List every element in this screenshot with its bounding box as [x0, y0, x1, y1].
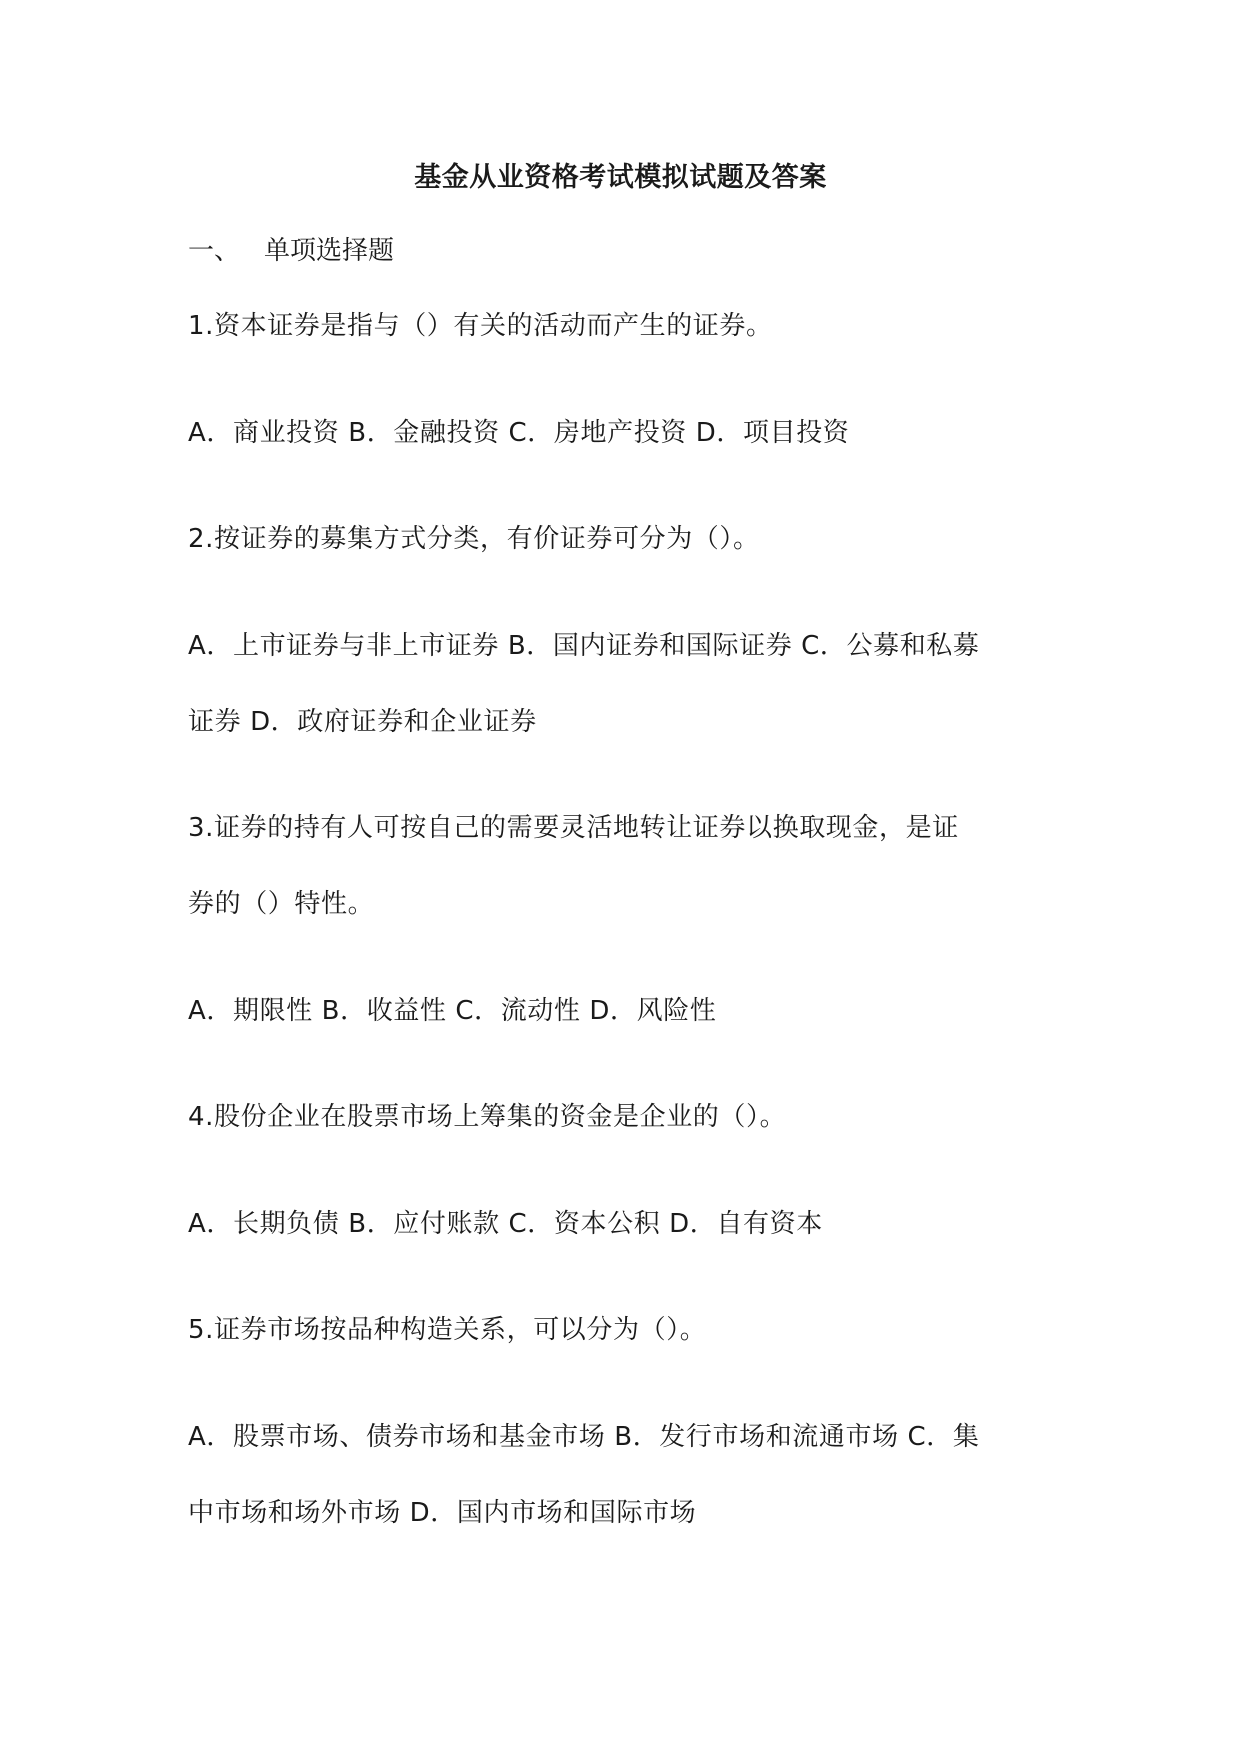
question-3-options: A．期限性 B．收益性 C．流动性 D．风险性	[188, 996, 717, 1026]
section-number: 一、	[188, 236, 241, 266]
question-1-text: 1.资本证券是指与（）有关的活动而产生的证券。	[188, 311, 773, 341]
question-2-options-line-2: 证券 D．政府证券和企业证券	[188, 707, 537, 737]
section-title: 单项选择题	[264, 236, 395, 266]
question-5-text: 5.证券市场按品种构造关系，可以分为（）。	[188, 1315, 707, 1345]
question-4-options: A．长期负债 B．应付账款 C．资本公积 D．自有资本	[188, 1209, 823, 1239]
section-heading	[188, 231, 394, 271]
question-3-text-line-1: 3.证券的持有人可按自己的需要灵活地转让证券以换取现金，是证	[188, 813, 959, 843]
question-1-options: A．商业投资 B．金融投资 C．房地产投资 D．项目投资	[188, 418, 850, 448]
question-2-options-line-1: A．上市证券与非上市证券 B．国内证券和国际证券 C．公募和私募	[188, 631, 980, 661]
question-5-options-line-2: 中市场和场外市场 D．国内市场和国际市场	[188, 1498, 697, 1528]
question-5-options-line-1: A．股票市场、债券市场和基金市场 B．发行市场和流通市场 C．集	[188, 1422, 980, 1452]
question-3-text-line-2: 券的（）特性。	[188, 889, 375, 919]
question-4-text: 4.股份企业在股票市场上筹集的资金是企业的（）。	[188, 1102, 787, 1132]
question-2-text: 2.按证券的募集方式分类，有价证券可分为（）。	[188, 524, 760, 554]
document-title: 基金从业资格考试模拟试题及答案	[414, 162, 827, 193]
